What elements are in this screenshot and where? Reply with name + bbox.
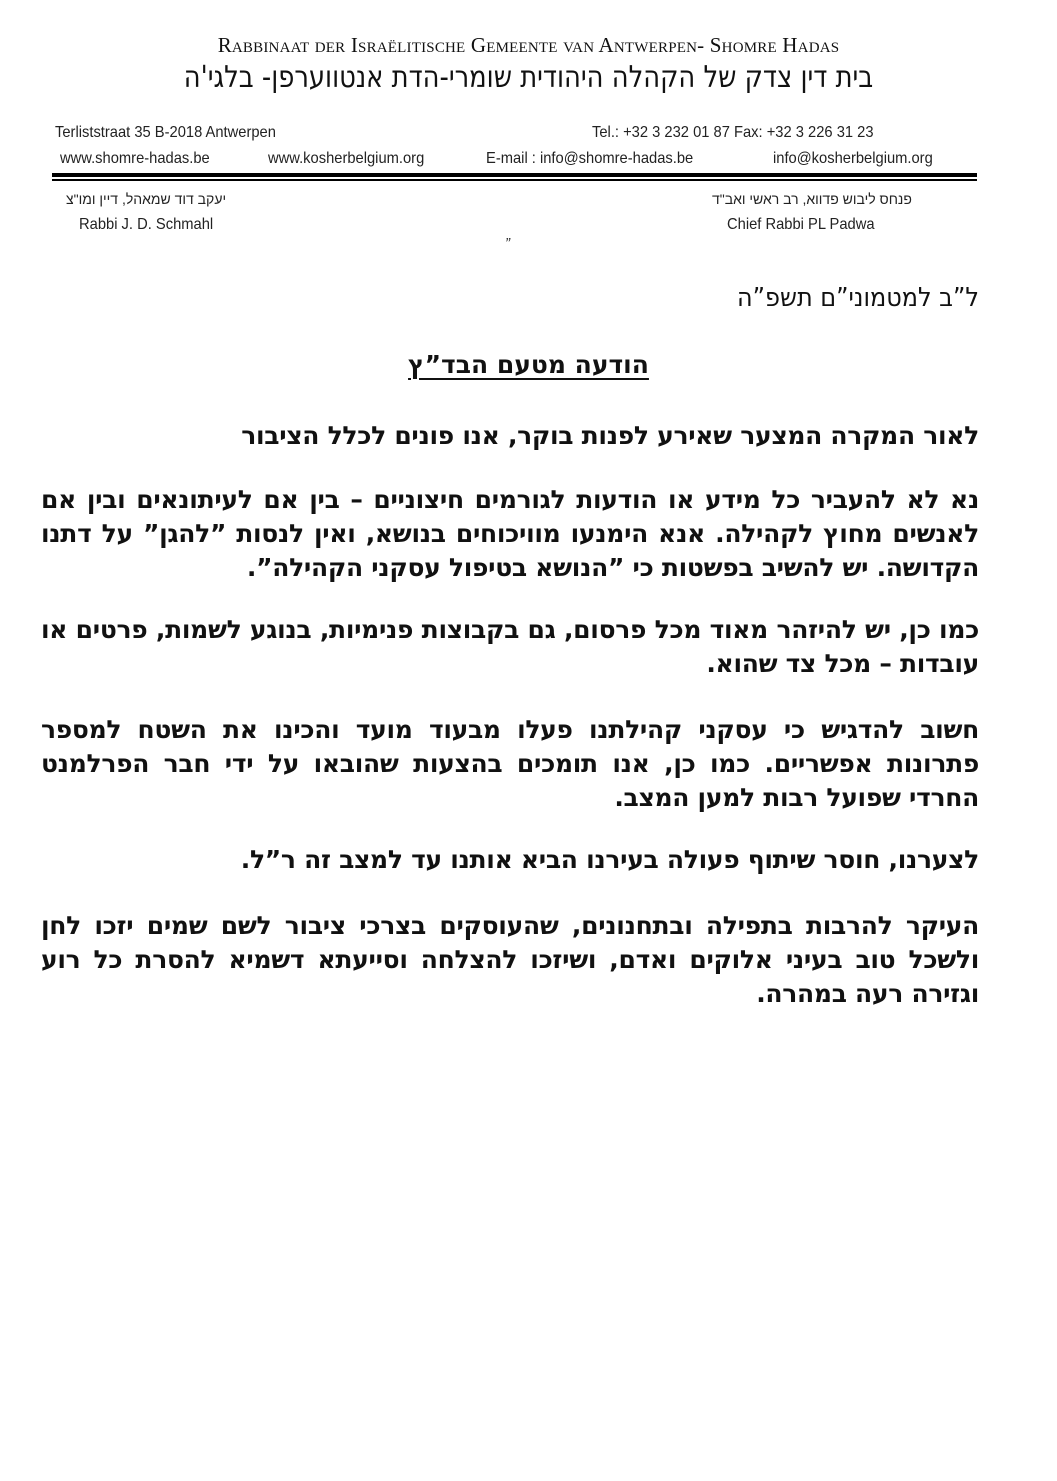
email-link-shomre-hadas[interactable]: E-mail : info@shomre-hadas.be <box>486 150 694 167</box>
paragraph: נא לא להעביר כל מידע או הודעות לגורמים חיצוניים – בין אם לעיתונאים ובין אם לאנשים מחוץ לקהילה. אנא הימנעו מוויכוחים בנושא, ואין לנסות ”להגן” על דתנו הקדושה. יש להשיב בפשטות כי ”הנושא בטיפול עסקני הקהילה”. <box>41 485 979 582</box>
website-link-shomre-hadas[interactable]: www.shomre-hadas.be <box>60 150 210 167</box>
header-divider-thin <box>52 179 977 181</box>
address: Terliststraat 35 B-2018 Antwerpen <box>55 124 276 141</box>
org-name-hebrew: בית דין צדק של הקהלה היהודית שומרי-הדת אנטווערפן- בלגי'ה <box>183 60 874 95</box>
org-name-latin: Rabbinaat der Israëlitische Gemeente van Antwerpen- Shomre Hadas <box>217 33 840 57</box>
rabbi-left-hebrew: יעקב דוד שמאהל, דיין ומו"צ <box>66 191 227 207</box>
email-link-kosherbelgium[interactable]: info@kosherbelgium.org <box>773 150 933 167</box>
letter-title-text: הודעה מטעם הבד”ץ <box>408 350 649 379</box>
stray-quote-mark: ” <box>505 235 510 252</box>
paragraph: לצערנו, חוסר שיתוף פעולה בעירנו הביא אותנו עד למצב זה ר”ל. <box>240 845 979 874</box>
letter-title <box>0 350 1057 379</box>
phone-fax: Tel.: +32 3 232 01 87 Fax: +32 3 226 31 23 <box>592 124 874 141</box>
paragraph: חשוב להדגיש כי עסקני קהילתנו פעלו מבעוד מועד והכינו את השטח למספר פתרונות אפשריים. כמו כן, אנו תומכים בהצעות שהובאו על ידי חבר הפרלמנט החרדי שפועל רבות למען המצב. <box>41 715 979 812</box>
rabbi-right-hebrew: פנחס ליבוש פדווא, רב ראשי ואב"ד <box>712 191 912 207</box>
paragraph: העיקר להרבות בתפילה ובתחנונים, שהעוסקים בצרכי ציבור לשם שמים יזכו לחן ולשכל טוב בעיני אלוקים ואדם, ושיזכו להצלחה וסייעתא דשמיא להסרת כל רוע וגזירה רעה במהרה. <box>41 911 979 1008</box>
letter-date: ל”ב למטמוני”ם תשפ”ה <box>737 283 979 313</box>
rabbi-right-english: Chief Rabbi PL Padwa <box>727 216 875 233</box>
rabbi-left-english: Rabbi J. D. Schmahl <box>79 216 214 233</box>
website-link-kosherbelgium[interactable]: www.kosherbelgium.org <box>268 150 425 167</box>
paragraph: לאור המקרה המצער שאירע לפנות בוקר, אנו פונים לכלל הציבור <box>241 421 979 450</box>
header-divider-thick <box>52 173 977 177</box>
paragraph: כמו כן, יש להיזהר מאוד מכל פרסום, גם בקבוצות פנימיות, בנוגע לשמות, פרטים או עובדות – מכל צד שהוא. <box>41 615 979 678</box>
